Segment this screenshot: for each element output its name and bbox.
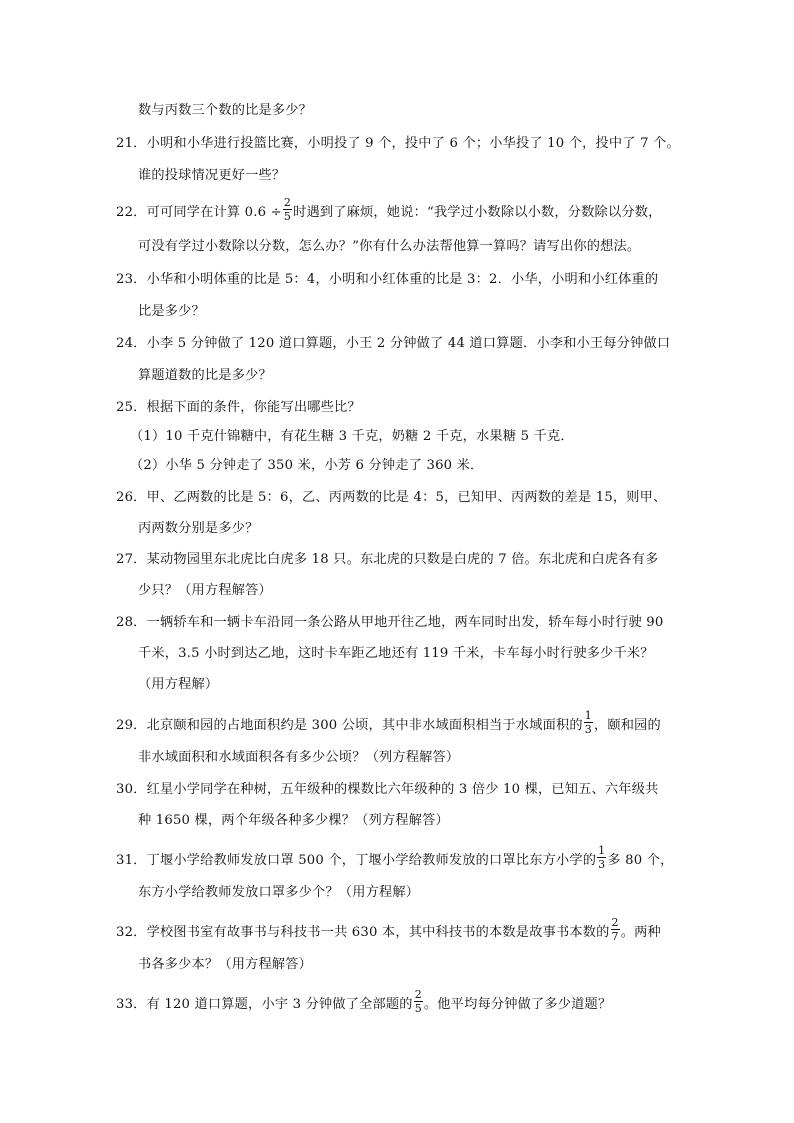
- question-28-line-2: 千米，3.5 小时到达乙地，这时卡车距乙地还有 119 千米，卡车每小时行驶多少千米？: [138, 646, 654, 661]
- text-segment: 时遇到了麻烦，她说：“我学过小数除以小数，分数除以分数，: [293, 205, 662, 220]
- question-25-item-2: （2）小华 5 分钟走了 350 米，小芳 6 分钟走了 360 米．: [130, 458, 484, 473]
- question-31-line-1: [116, 844, 674, 873]
- fraction-numerator: 2: [611, 916, 619, 929]
- question-23-line-2: 比是多少？: [138, 304, 205, 319]
- question-22-line-1: [116, 196, 662, 225]
- fraction: [597, 845, 606, 870]
- question-32-line-2: 书各多少本？（用方程解答）: [138, 957, 313, 972]
- text-segment: 32．学校图书室有故事书与科技书一共 630 本，其中科技书的本数是故事书本数的: [116, 925, 610, 940]
- question-22-line-2: 可没有学过小数除以分数，怎么办？”你有什么办法帮他算一算吗？请写出你的想法。: [138, 239, 641, 254]
- fraction-denominator: 5: [283, 210, 292, 223]
- question-28-line-3: （用方程解）: [138, 677, 219, 692]
- fraction-denominator: 3: [598, 858, 606, 871]
- text-segment: 22．可可同学在计算 0.6 ÷: [116, 205, 282, 220]
- question-27-line-2: 少只？（用方程解答）: [138, 583, 272, 598]
- question-30-line-2: 种 1650 棵，两个年级各种多少棵？（列方程解答）: [138, 813, 449, 828]
- question-25-line-1: 25．根据下面的条件，你能写出哪些比？: [116, 400, 361, 415]
- text-segment: ，颐和园的: [593, 718, 661, 733]
- fraction: [584, 710, 593, 735]
- question-21-line-1: 21．小明和小华进行投篮比赛，小明投了 9 个，投中了 6 个；小华投了 10 个，投中了 7 个。: [116, 136, 680, 151]
- question-26-line-1: 26．甲、乙两数的比是 5：6，乙、丙两数的比是 4：5，已知甲、丙两数的差是 15，则甲、: [116, 490, 667, 505]
- question-29-line-1: [116, 709, 661, 738]
- fraction-denominator: 7: [611, 930, 619, 943]
- question-27-line-1: 27．某动物园里东北虎比白虎多 18 只。东北虎的只数是白虎的 7 倍。东北虎和白虎各有多: [116, 552, 659, 567]
- question-24-line-2: 算题道数的比是多少？: [138, 368, 272, 383]
- text-line: 数与丙数三个数的比是多少？: [138, 103, 313, 118]
- question-28-line-1: 28．一辆轿车和一辆卡车沿同一条公路从甲地开往乙地，两车同时出发，轿车每小时行驶 90: [116, 615, 664, 630]
- fraction-numerator: 1: [584, 709, 592, 722]
- fraction-numerator: 2: [283, 196, 292, 209]
- text-segment: 多 80 个，: [607, 853, 674, 868]
- question-25-item-1: （1）10 千克什锦糖中，有花生糖 3 千克，奶糖 2 千克，水果糖 5 千克．: [130, 429, 574, 444]
- text-segment: 29．北京颐和园的占地面积约是 300 公顷，其中非水域面积相当于水域面积的: [116, 718, 583, 733]
- fraction-denominator: 5: [414, 1002, 422, 1015]
- fraction-numerator: 1: [598, 844, 606, 857]
- question-23-line-1: 23．小华和小明体重的比是 5：4，小明和小红体重的比是 3：2．小华，小明和小红体重的: [116, 272, 659, 287]
- question-32-line-1: [116, 916, 661, 945]
- text-segment: 。他平均每分钟做了多少道题？: [423, 997, 612, 1012]
- fraction-denominator: 3: [584, 723, 592, 736]
- question-21-line-2: 谁的投球情况更好一些？: [138, 168, 286, 183]
- question-30-line-1: 30．红星小学同学在种树，五年级种的棵数比六年级种的 3 倍少 10 棵，已知五、六年级共: [116, 782, 659, 797]
- question-26-line-2: 丙两数分别是多少？: [138, 521, 259, 536]
- fraction: [414, 989, 423, 1014]
- question-33-line-1: [116, 988, 612, 1017]
- fraction: [283, 197, 292, 222]
- text-segment: 33．有 120 道口算题，小宇 3 分钟做了全部题的: [116, 997, 413, 1012]
- question-24-line-1: 24．小李 5 分钟做了 120 道口算题，小王 2 分钟做了 44 道口算题．小李和小王每分钟做口: [116, 336, 671, 351]
- fraction: [611, 917, 620, 942]
- question-31-line-2: 东方小学给教师发放口罩多少个？（用方程解）: [138, 885, 420, 900]
- fraction-numerator: 2: [414, 988, 422, 1001]
- text-segment: 。两种: [620, 925, 661, 940]
- question-29-line-2: 非水域面积和水域面积各有多少公顷？（列方程解答）: [138, 750, 460, 765]
- text-segment: 31．丁堰小学给教师发放口罩 500 个，丁堰小学给教师发放的口罩比东方小学的: [116, 853, 597, 868]
